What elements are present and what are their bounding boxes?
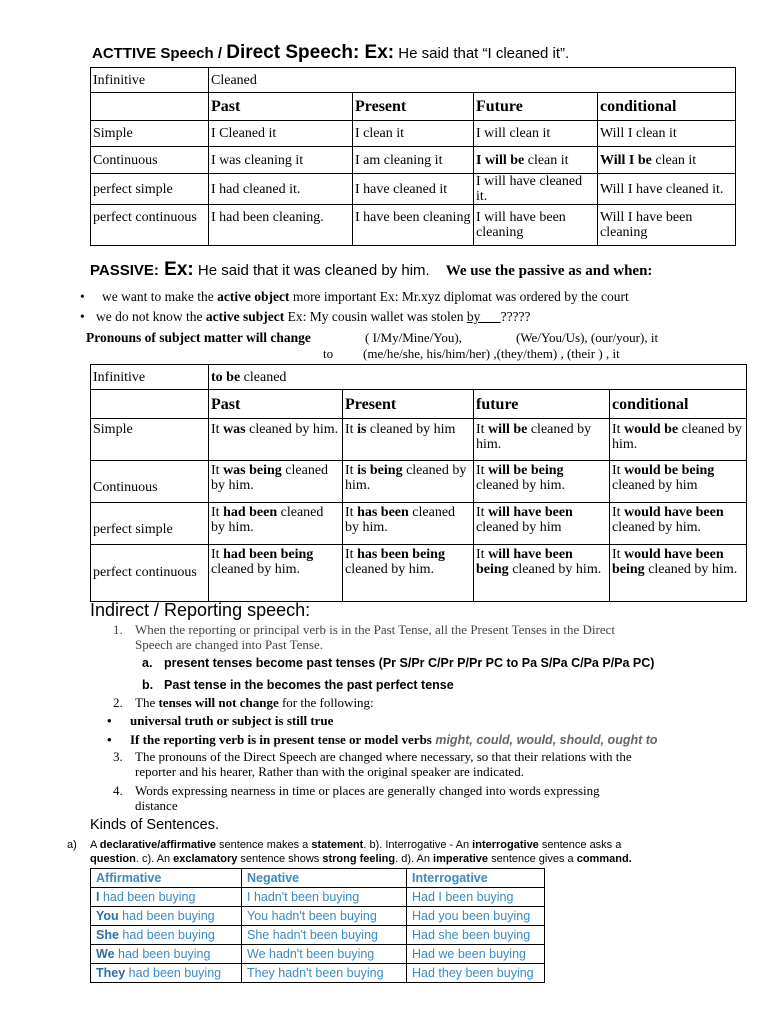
table-cell: Will I have been cleaning [598, 205, 736, 246]
passive-heading [90, 259, 652, 281]
header-conditional: conditional [598, 93, 736, 121]
table-cell: It was cleaned by him. [209, 419, 343, 461]
table-cell: It will be cleaned by him. [474, 419, 610, 461]
sub-b-text: Past tense in the becomes the past perfect tense [164, 678, 454, 692]
bullet-dot: • [80, 309, 85, 324]
table-cell: It would have been cleaned by him. [610, 503, 747, 545]
passive-bullet-1 [80, 289, 629, 304]
sub-a-text: present tenses become past tenses (Pr S/Pr C/Pr P/Pr PC to Pa S/Pa C/Pa P/Pa PC) [164, 656, 655, 670]
indirect-title: Indirect / Reporting speech: [90, 600, 311, 620]
indirect-num-3: 3. [113, 749, 123, 764]
bullet-text: universal truth or subject is still true [130, 713, 334, 728]
passive-bullet-2 [80, 309, 531, 324]
row-label: Simple [91, 419, 209, 461]
bullet-universal [107, 713, 333, 728]
infinitive-value [209, 365, 747, 390]
kinds-a-label: a) [67, 839, 77, 851]
interrogative-cell: Had I been buying [407, 888, 545, 907]
table-cell: I Cleaned it [209, 121, 353, 147]
text-bold: tenses will not change [158, 695, 279, 710]
indirect-text-4: Words expressing nearness in time or places are generally changed into words expressing distance [135, 783, 600, 813]
table-cell: I had cleaned it. [209, 174, 353, 205]
affirmative-cell: We had been buying [91, 945, 242, 964]
interrogative-cell: Had she been buying [407, 926, 545, 945]
table-cell: I have cleaned it [353, 174, 474, 205]
table-cell: I am cleaning it [353, 147, 474, 174]
passive-example: He said that it was cleaned by him. [193, 262, 430, 279]
pronouns-to: to [323, 346, 334, 361]
table-row [91, 964, 545, 983]
negative-cell: They hadn't been buying [242, 964, 407, 983]
negative-cell: I hadn't been buying [242, 888, 407, 907]
pronouns-line1a: ( I/My/Mine/You), [365, 330, 462, 345]
header-conditional: conditional [610, 390, 747, 419]
passive-label: PASSIVE: [90, 262, 159, 279]
row-label: perfect simple [91, 174, 209, 205]
table-cell: It would have been being cleaned by him. [610, 545, 747, 602]
bullet-text: If the reporting verb is in present tense or model verbs [130, 732, 432, 747]
table-cell: Will I clean it [598, 121, 736, 147]
affirmative-cell: You had been buying [91, 907, 242, 926]
table-row [91, 907, 545, 926]
bullet-dot: • [107, 713, 112, 728]
pronouns-line1b: (We/You/Us), (our/your), it [516, 330, 659, 345]
indirect-text-2 [135, 695, 374, 710]
passive-note: We use the passive as and when: [445, 263, 653, 279]
infinitive-label: Infinitive [91, 365, 209, 390]
sub-b-num: b. [142, 678, 154, 692]
table-cell: It will have been being cleaned by him. [474, 545, 610, 602]
table-cell: I will clean it [474, 121, 598, 147]
to-be: to be [211, 369, 241, 385]
kinds-description: A declarative/affirmative sentence makes a statement. b). Interrogative - An interrogative sentence asks a question. c). An exclamatory sentence shows strong feeling. d). An imperative sentence gives a command. [90, 839, 632, 865]
header-interrogative: Interrogative [407, 869, 545, 888]
bullet-text: we want to make the [102, 289, 218, 304]
header-negative: Negative [242, 869, 407, 888]
active-label: ACTTIVE Speech [92, 45, 214, 62]
direct-speech-label: Direct Speech: Ex: [226, 42, 395, 63]
table-row [91, 926, 545, 945]
slash: / [213, 45, 227, 62]
passive-ex: Ex: [158, 259, 194, 280]
active-tense-table [90, 67, 736, 246]
kinds-table [90, 868, 545, 983]
infinitive-value: Cleaned [209, 68, 736, 93]
active-example: He said that “I cleaned it”. [394, 45, 570, 62]
table-row [91, 888, 545, 907]
bullet-text: more important Ex: Mr.xyz diplomat was ordered by the court [289, 289, 629, 304]
bullet-italic: might, could, would, should, ought to [431, 733, 658, 747]
table-cell: I was cleaning it [209, 147, 353, 174]
table-cell: It had been being cleaned by him. [209, 545, 343, 602]
table-cell: I have been cleaning [353, 205, 474, 246]
kinds-title: Kinds of Sentences. [90, 817, 219, 833]
text: for the following: [278, 695, 374, 710]
passive-tense-table [90, 364, 747, 602]
indirect-text-3: The pronouns of the Direct Speech are changed where necessary, so that their relations with the reporter and his hearer, Rather than with the original speaker are indicated. [135, 749, 632, 779]
cell-text: Will I be [600, 152, 652, 168]
header-future: future [474, 390, 610, 419]
indirect-num-4: 4. [113, 783, 123, 798]
row-label: perfect simple [91, 503, 209, 545]
negative-cell: She hadn't been buying [242, 926, 407, 945]
interrogative-cell: Had they been buying [407, 964, 545, 983]
header-past: Past [209, 93, 353, 121]
table-cell: It has been being cleaned by him. [343, 545, 474, 602]
bullet-dot: • [80, 289, 85, 304]
bullet-underline: by___ [466, 309, 501, 324]
header-affirmative: Affirmative [91, 869, 242, 888]
negative-cell: We hadn't been buying [242, 945, 407, 964]
row-label: perfect continuous [91, 545, 209, 602]
table-cell: It will be being cleaned by him. [474, 461, 610, 503]
table-cell: It would be cleaned by him. [610, 419, 747, 461]
header-future: Future [474, 93, 598, 121]
interrogative-cell: Had we been buying [407, 945, 545, 964]
header-blank [91, 390, 209, 419]
table-cell: It is cleaned by him [343, 419, 474, 461]
negative-cell: You hadn't been buying [242, 907, 407, 926]
cell-text: I will be [476, 152, 525, 168]
affirmative-cell: I had been buying [91, 888, 242, 907]
table-cell: It is being cleaned by him. [343, 461, 474, 503]
interrogative-cell: Had you been buying [407, 907, 545, 926]
table-cell: It will have been cleaned by him [474, 503, 610, 545]
pronouns-label: Pronouns of subject matter will change [86, 330, 311, 345]
bullet-text: we do not know the [96, 309, 206, 324]
row-label: Continuous [91, 147, 209, 174]
active-heading [92, 42, 569, 64]
table-row [91, 945, 545, 964]
indirect-text-1: When the reporting or principal verb is in the Past Tense, all the Present Tenses in the Direct Speech are changed into Past Tense. [135, 622, 616, 652]
header-blank [91, 93, 209, 121]
table-cell: I clean it [353, 121, 474, 147]
affirmative-cell: She had been buying [91, 926, 242, 945]
table-cell: It was being cleaned by him. [209, 461, 343, 503]
indirect-num-2: 2. [113, 695, 123, 710]
affirmative-cell: They had been buying [91, 964, 242, 983]
text: The [135, 695, 159, 710]
infinitive-label: Infinitive [91, 68, 209, 93]
table-cell: I had been cleaning. [209, 205, 353, 246]
sub-a-num: a. [142, 656, 153, 670]
bullet-text: ????? [500, 309, 531, 324]
table-cell: Will I be clean it [598, 147, 736, 174]
infinitive-verb: cleaned [240, 369, 287, 385]
header-present: Present [343, 390, 474, 419]
table-cell: I will be clean it [474, 147, 598, 174]
pronouns-line2: (me/he/she, his/him/her) ,(they/them) , (their ) , it [363, 346, 620, 361]
table-cell: Will I have cleaned it. [598, 174, 736, 205]
bullet-reporting-verb [107, 732, 658, 748]
bullet-bold: active object [217, 289, 290, 304]
bullet-bold: active subject [205, 309, 285, 324]
header-present: Present [353, 93, 474, 121]
table-cell: It would be being cleaned by him [610, 461, 747, 503]
row-label: Simple [91, 121, 209, 147]
bullet-text: Ex: My cousin wallet was stolen [284, 309, 467, 324]
row-label: Continuous [91, 461, 209, 503]
header-past: Past [209, 390, 343, 419]
bullet-dot: • [107, 732, 112, 747]
row-label: perfect continuous [91, 205, 209, 246]
table-cell: It had been cleaned by him. [209, 503, 343, 545]
table-cell: It has been cleaned by him. [343, 503, 474, 545]
indirect-num-1: 1. [113, 622, 123, 637]
table-cell: I will have been cleaning [474, 205, 598, 246]
table-cell: I will have cleaned it. [474, 174, 598, 205]
